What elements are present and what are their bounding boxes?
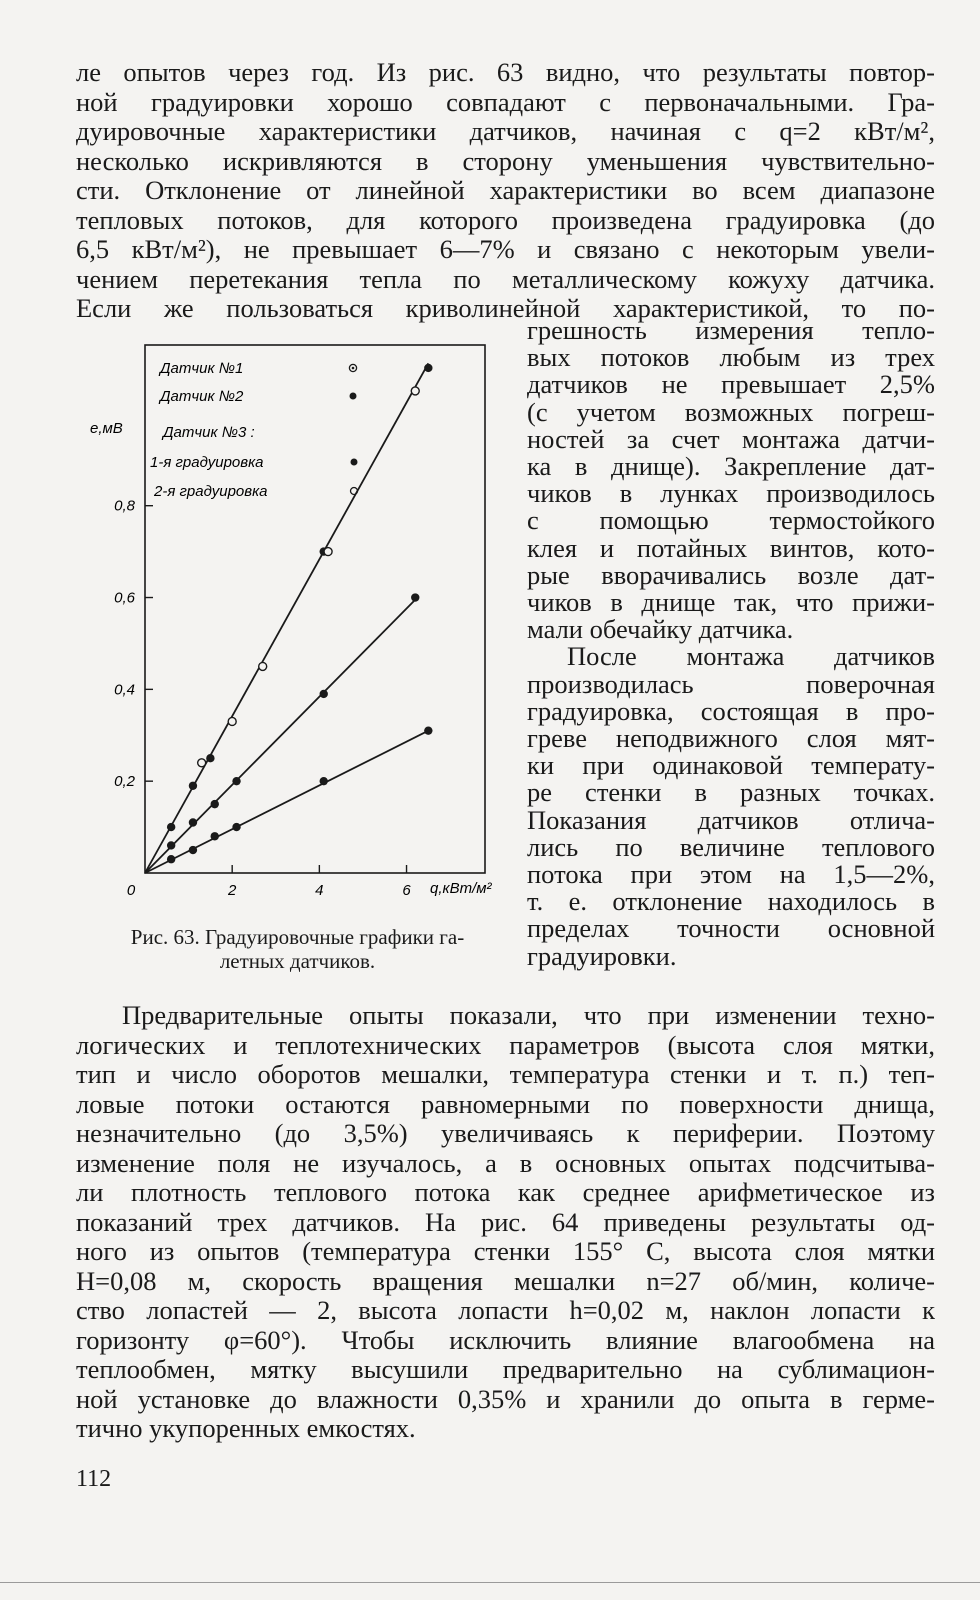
text-line: тепловых потоков, для которого произведена градуировка (до	[76, 204, 935, 235]
legend-marker-dot	[352, 367, 355, 370]
y-tick-label: 0,2	[114, 773, 135, 791]
text-line: производилась поверочная	[527, 668, 935, 699]
text-line: Предварительные опыты показали, что при изменении техно-	[122, 1000, 935, 1030]
text-line: ностей за счет монтажа датчи-	[527, 423, 935, 454]
x-tick-label: 2	[228, 882, 237, 899]
data-point-1st	[424, 364, 432, 372]
legend-label: 1-я градуировка	[150, 454, 264, 471]
text-line: пределах точности основной	[527, 913, 935, 944]
data-point-1st	[189, 818, 197, 826]
data-point-1st	[211, 832, 219, 840]
text-line: ство лопастей — 2, высота лопасти h=0,02 м, наклон лопасти к	[76, 1295, 935, 1325]
text-line: H=0,08 м, скорость вращения мешалки n=27 об/мин, количе-	[76, 1265, 935, 1296]
text-line: Показания датчиков отлича-	[527, 804, 935, 835]
text-line: показаний трех датчиков. На рис. 64 приведены результаты од-	[76, 1206, 935, 1237]
figure-63-chart	[70, 335, 530, 920]
text-line: ной градуировки хорошо совпадают с первоначальными. Гра-	[76, 86, 935, 117]
text-line: грешность измерения тепло-	[527, 315, 935, 345]
y-axis-label: е,мВ	[90, 420, 123, 437]
text-line: т. е. отклонение находилось в	[527, 886, 935, 917]
data-point-1st	[167, 841, 175, 849]
x-tick-label: 4	[315, 882, 324, 899]
x-axis-label: q,кВт/м²	[430, 880, 492, 897]
chart-legend	[150, 360, 358, 500]
y-tick-label: 0,6	[114, 589, 135, 607]
data-point-1st	[167, 855, 175, 863]
data-point-1st	[232, 823, 240, 831]
text-line: с помощью термостойкого	[527, 505, 935, 536]
data-point-2nd	[324, 548, 332, 556]
text-line: ки при одинаковой температу-	[527, 750, 935, 781]
page-number: 112	[76, 1466, 112, 1492]
data-point-2nd	[228, 717, 236, 725]
data-point-1st	[189, 846, 197, 854]
y-tick-label: 0,8	[114, 497, 135, 515]
legend-label: 2-я градуировка	[154, 483, 268, 500]
text-line: ловые потоки остаются равномерными по поверхности днища,	[76, 1088, 935, 1119]
text-line: греве неподвижного слоя мят-	[527, 723, 935, 753]
data-point-2nd	[259, 662, 267, 670]
text-line: незначительно (до 3,5%) увеличиваясь к периферии. Поэтому	[76, 1118, 935, 1148]
text-line: теплообмен, мятку высушили предварительно на сублимацион-	[76, 1354, 935, 1384]
text-line: потока при этом на 1,5—2%,	[527, 859, 935, 889]
data-point-1st	[320, 690, 328, 698]
text-line: чиков в днище так, что прижи-	[527, 587, 935, 617]
data-point-1st	[232, 777, 240, 785]
text-line: рые вворачивались возле дат-	[527, 559, 935, 590]
text-line: логических и теплотехнических параметров (высота слоя мятки,	[76, 1029, 935, 1060]
series-line	[145, 598, 417, 873]
text-line: мали обечайку датчика.	[527, 614, 794, 645]
text-line: тип и число оборотов мешалки, температура стенки и т. п.) теп-	[76, 1059, 935, 1089]
legend-label: Датчик №3 :	[163, 424, 255, 441]
x-tick-label: 0	[126, 882, 136, 899]
text-line: чением перетекания тепла по металлическому кожуху датчика.	[76, 263, 935, 294]
text-line: сти. Отклонение от линейной характеристики во всем диапазоне	[76, 175, 935, 205]
text-line: Если же пользоваться криволинейной характеристикой, то по-	[76, 293, 935, 323]
text-line: датчиков не превышает 2,5%	[527, 369, 935, 400]
data-point-1st	[411, 593, 419, 601]
data-point-1st	[206, 754, 214, 762]
data-point-1st	[167, 823, 175, 831]
text-line: тично укупоренных емкостях.	[76, 1413, 416, 1443]
text-line: лись по величине теплового	[527, 831, 935, 862]
legend-label: Датчик №1	[160, 360, 244, 377]
text-line: ного из опытов (температура стенки 155° С, высота слоя мятки	[76, 1236, 935, 1266]
figure-caption	[85, 925, 510, 973]
data-point-1st	[424, 726, 432, 734]
legend-label: Датчик №2	[160, 388, 244, 405]
series-line	[145, 731, 428, 873]
text-line: ре стенки в разных точках.	[527, 777, 935, 808]
x-tick-label: 6	[402, 882, 411, 899]
caption-line: летных датчиков.	[219, 949, 376, 973]
text-line: ка в днище). Закрепление дат-	[527, 451, 935, 481]
text-line: ли плотность теплового потока как среднее арифметическое из	[76, 1177, 935, 1207]
text-line: градуировка, состоящая в про-	[527, 695, 935, 726]
text-line: дуировочные характеристики датчиков, начиная с q=2 кВт/м²,	[76, 116, 935, 146]
text-line: чиков в лунках производилось	[527, 478, 935, 509]
data-point-1st	[189, 782, 197, 790]
scan-edge-line	[0, 1582, 980, 1583]
text-line: вых потоков любым из трех	[527, 342, 935, 373]
text-line: клея и потайных винтов, кото-	[527, 532, 935, 563]
legend-marker-filled	[350, 393, 357, 400]
text-line: изменение поля не изучалось, а в основных опытах подсчитыва-	[76, 1147, 935, 1178]
text-line: градуировки.	[527, 940, 677, 971]
data-point-2nd	[411, 387, 419, 395]
chart-ticks	[114, 498, 411, 899]
text-line: несколько искривляются в сторону уменьшения чувствительно-	[76, 145, 935, 176]
text-line: 6,5 кВт/м²), не превышает 6—7% и связано с некоторым увели-	[76, 234, 935, 264]
text-line: (с учетом возможных погреш-	[527, 396, 935, 427]
data-point-2nd	[198, 759, 206, 767]
text-line: ной установке до влажности 0,35% и хранили до опыта в герме-	[76, 1383, 935, 1414]
text-line: После монтажа датчиков	[567, 641, 935, 672]
data-point-1st	[211, 800, 219, 808]
text-line: горизонту φ=60°). Чтобы исключить влияние влагообмена на	[76, 1324, 935, 1355]
data-point-1st	[320, 777, 328, 785]
text-line: ле опытов через год. Из рис. 63 видно, что результаты повтор-	[76, 57, 935, 87]
caption-line: Рис. 63. Градуировочные графики га-	[130, 925, 465, 949]
y-tick-label: 0,4	[114, 681, 135, 699]
legend-marker-filled	[351, 459, 358, 466]
